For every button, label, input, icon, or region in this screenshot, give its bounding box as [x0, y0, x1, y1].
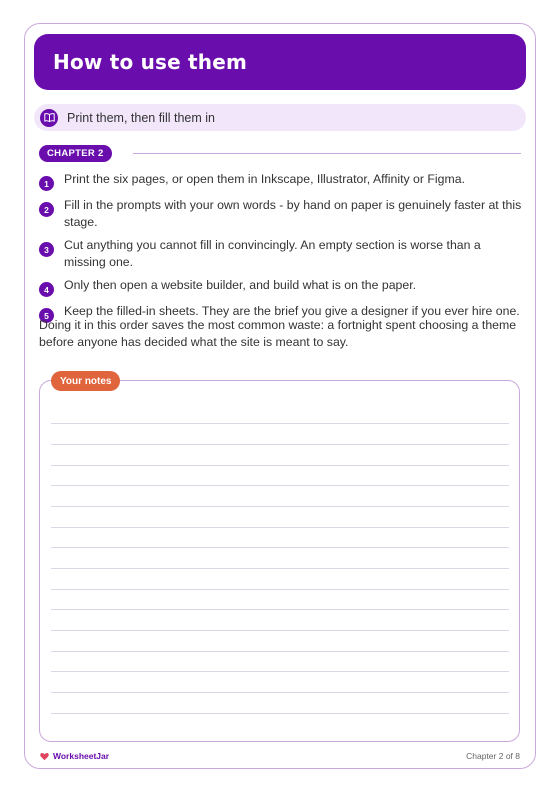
page-number: Chapter 2 of 8	[466, 751, 520, 761]
notes-box[interactable]	[39, 380, 520, 742]
chapter-tag: CHAPTER 2	[39, 145, 112, 162]
step-number: 2	[39, 202, 54, 217]
steps-list	[39, 171, 525, 329]
brand-name: WorksheetJar	[53, 751, 110, 761]
title-banner	[34, 34, 526, 90]
note-line	[51, 630, 509, 631]
step-text: Cut anything you cannot fill in convincingly. An empty section is worse than a missing one.	[64, 238, 481, 269]
note-line	[51, 651, 509, 652]
note-line	[51, 444, 509, 445]
step-text: Only then open a website builder, and build what is on the paper.	[64, 278, 417, 292]
list-item	[39, 277, 525, 297]
step-number: 4	[39, 282, 54, 297]
note-line	[51, 547, 509, 548]
note-line	[51, 465, 509, 466]
note-line	[51, 568, 509, 569]
note-line	[51, 527, 509, 528]
book-icon	[40, 109, 58, 127]
subtitle-pill	[34, 104, 526, 131]
note-line	[51, 671, 509, 672]
list-item	[39, 197, 525, 231]
summary-paragraph: Doing it in this order saves the most common waste: a fortnight spent choosing a theme before anyone has decided what the site is meant to say.	[39, 318, 517, 349]
step-number: 1	[39, 176, 54, 191]
step-text: Fill in the prompts with your own words - by hand on paper is genuinely faster at this stage.	[64, 198, 522, 229]
page-title: How to use them	[53, 50, 248, 74]
notes-label: Your notes	[51, 371, 120, 391]
note-line	[51, 609, 509, 610]
subtitle-text: Print them, then fill them in	[67, 110, 215, 125]
note-line	[51, 692, 509, 693]
note-line	[51, 485, 509, 486]
chapter-divider	[133, 153, 521, 154]
footer-brand	[40, 751, 109, 761]
note-line	[51, 589, 509, 590]
step-text: Keep the filled-in sheets. They are the brief you give a designer if you ever hire one.	[64, 304, 520, 318]
note-line	[51, 423, 509, 424]
heart-icon	[40, 752, 49, 761]
note-line	[51, 506, 509, 507]
list-item	[39, 237, 525, 271]
step-number: 3	[39, 242, 54, 257]
step-text: Print the six pages, or open them in Inkscape, Illustrator, Affinity or Figma.	[64, 172, 465, 186]
step-number: 5	[39, 308, 54, 323]
list-item	[39, 171, 525, 191]
note-line	[51, 713, 509, 714]
